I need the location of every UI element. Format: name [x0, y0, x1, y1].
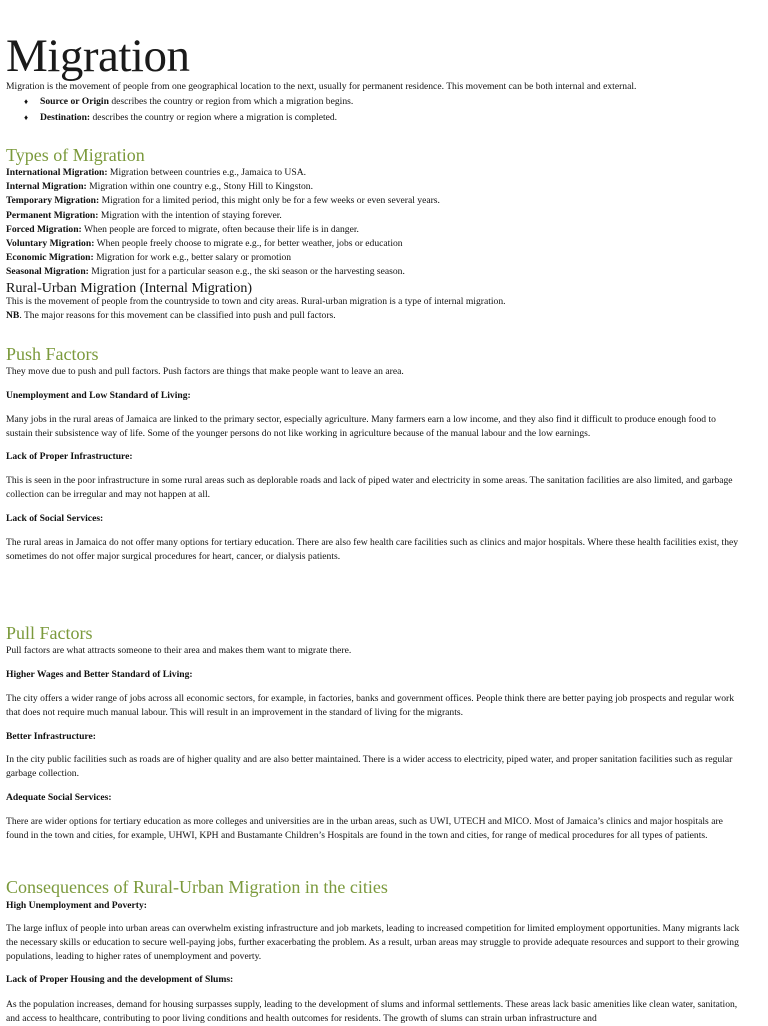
- subheading-text: Lack of Social Services:: [6, 513, 104, 524]
- push-intro: They move due to push and pull factors. Push factors are things that make people want to leave an area.: [6, 366, 404, 377]
- type-description: Migration just for a particular season e.g., the ski season or the harvesting season.: [88, 266, 405, 278]
- pull-paragraph-infrastructure: In the city public facilities such as roads are of higher quality and are also better maintained. There is a wider access to electricity, piped water, and proper sanitation facilities such as regular garbage collection.: [6, 754, 733, 780]
- bullet-text: describes the country or region where a migration is completed.: [90, 112, 338, 123]
- list-item: [6, 223, 440, 237]
- push-subheading-unemployment: [6, 389, 741, 403]
- type-term: Voluntary Migration:: [6, 237, 95, 249]
- type-term: Temporary Migration:: [6, 195, 100, 207]
- push-subheading-infrastructure: [6, 450, 741, 464]
- pull-paragraph-social: There are wider options for tertiary education as more colleges and universities are in the urban areas, such as UWI, UTECH and MICO. Most of Jamaica’s clinics and major hospitals are found in the town and cities, for example, UHWI, KPH and Bustamante Children’s Hospitals are found in the town and cities, for range of medical procedures for all types of patients.: [6, 816, 723, 842]
- push-paragraph-infrastructure: This is seen in the poor infrastructure in some rural areas such as deplorable roads and lack of piped water and electricity in some areas. The sanitation facilities are also limited, and garbage collection can be irregular and may not happen at all.: [6, 475, 733, 501]
- list-item: [6, 209, 440, 223]
- rural-urban-paragraph: This is the movement of people from the countryside to town and city areas. Rural-urban migration is a type of internal migration.: [6, 296, 506, 307]
- type-term: International Migration:: [6, 167, 108, 178]
- subheading-text: Unemployment and Low Standard of Living:: [6, 390, 191, 401]
- subheading-text: Adequate Social Services:: [6, 792, 112, 803]
- push-paragraph-unemployment: Many jobs in the rural areas of Jamaica are linked to the primary sector, especially agriculture. Many farmers earn a low income, and they also find it difficult to produce enough food to sustain their subsistence way of life. Some of the younger persons do not like working in agriculture because of the manual labour and the low earnings.: [6, 414, 716, 440]
- consequences-subheading-unemployment: [6, 899, 741, 913]
- subheading-text: Lack of Proper Housing and the development of Slums:: [6, 974, 234, 985]
- list-item: [6, 194, 440, 208]
- list-item: [6, 265, 440, 279]
- type-description: Migration for a limited period, this might only be for a few weeks or even several years.: [99, 195, 440, 207]
- section-heading-pull: Pull Factors: [6, 623, 93, 643]
- bullet-term: Destination:: [40, 112, 91, 123]
- page-title: Migration: [6, 30, 190, 82]
- list-item: [6, 95, 353, 111]
- push-subheading-social: [6, 512, 741, 526]
- type-term: Permanent Migration:: [6, 209, 99, 221]
- nb-label: NB: [6, 310, 20, 321]
- pull-paragraph-wages: The city offers a wider range of jobs across all economic sectors, for example, in factories, banks and government offices. People think there are better paying job prospects and regular work that does not require much manual labour. This will result in an improvement in the standard of living for the migrants.: [6, 693, 734, 719]
- migration-types-list: [6, 166, 440, 280]
- subheading-text: High Unemployment and Poverty:: [6, 900, 147, 911]
- intro-paragraph: Migration is the movement of people from one geographical location to the next, usually for permanent residence. This movement can be both internal and external.: [6, 81, 637, 92]
- consequences-paragraph-housing: As the population increases, demand for housing surpasses supply, leading to the development of slums and informal settlements. These areas lack basic amenities like clean water, sanitation, and access to healthcare, contributing to poor living conditions and health outcomes for residents. The growth of slums can strain urban infrastructure and: [6, 999, 738, 1025]
- list-item: [6, 166, 440, 180]
- list-item: [6, 251, 440, 265]
- push-paragraph-social: The rural areas in Jamaica do not offer many options for tertiary education. There are also few health care facilities such as clinics and major hospitals. Where these health facilities exist, they sometimes do not offer major surgical procedures for heart, cancer, or dialysis patients.: [6, 537, 739, 563]
- type-term: Seasonal Migration:: [6, 266, 89, 278]
- pull-subheading-wages: [6, 668, 741, 682]
- consequences-paragraph-unemployment: The large influx of people into urban areas can overwhelm existing infrastructure and job markets, leading to increased competition for limited employment opportunities. Many migrants lack the necessary skills or education to secure well-paying jobs, further exacerbating the problem. As a result, urban areas may struggle to provide adequate resources and support to their growing populations, leading to higher rates of unemployment and poverty.: [6, 923, 740, 963]
- list-item: [6, 111, 353, 127]
- subheading-text: Better Infrastructure:: [6, 731, 96, 742]
- type-description: Migration within one country e.g., Stony Hill to Kingston.: [86, 181, 313, 193]
- pull-subheading-social: [6, 791, 741, 805]
- consequences-subheading-housing: [6, 973, 741, 987]
- type-description: Migration with the intention of staying forever.: [98, 209, 282, 221]
- type-term: Forced Migration:: [6, 223, 82, 235]
- section-heading-push: Push Factors: [6, 344, 99, 364]
- section-heading-consequences: Consequences of Rural-Urban Migration in the cities: [6, 877, 388, 897]
- bullet-text: describes the country or region from which a migration begins.: [108, 96, 354, 107]
- type-term: Economic Migration:: [6, 252, 94, 264]
- pull-subheading-infrastructure: [6, 730, 741, 744]
- type-description: Migration between countries e.g., Jamaica to USA.: [107, 167, 307, 178]
- definition-bullets: [6, 95, 353, 127]
- subheading-text: Higher Wages and Better Standard of Living:: [6, 669, 193, 680]
- section-heading-types: Types of Migration: [6, 145, 145, 165]
- type-description: When people freely choose to migrate e.g., for better weather, jobs or education: [94, 237, 403, 249]
- bullet-icon: ♦: [24, 113, 29, 122]
- type-description: When people are forced to migrate, often because their life is in danger.: [81, 223, 359, 235]
- list-item: [6, 237, 440, 251]
- pull-intro: Pull factors are what attracts someone to their area and makes them want to migrate there.: [6, 645, 352, 656]
- type-description: Migration for work e.g., better salary or promotion: [93, 252, 292, 264]
- nb-text: . The major reasons for this movement can be classified into push and pull factors.: [19, 310, 336, 321]
- nb-paragraph: [6, 309, 741, 323]
- list-item: [6, 180, 440, 194]
- type-term: Internal Migration:: [6, 181, 87, 193]
- bullet-icon: ♦: [24, 97, 29, 106]
- subheading-rural-urban: Rural-Urban Migration (Internal Migration): [6, 281, 253, 296]
- subheading-text: Lack of Proper Infrastructure:: [6, 451, 133, 462]
- bullet-term: Source or Origin: [40, 96, 109, 107]
